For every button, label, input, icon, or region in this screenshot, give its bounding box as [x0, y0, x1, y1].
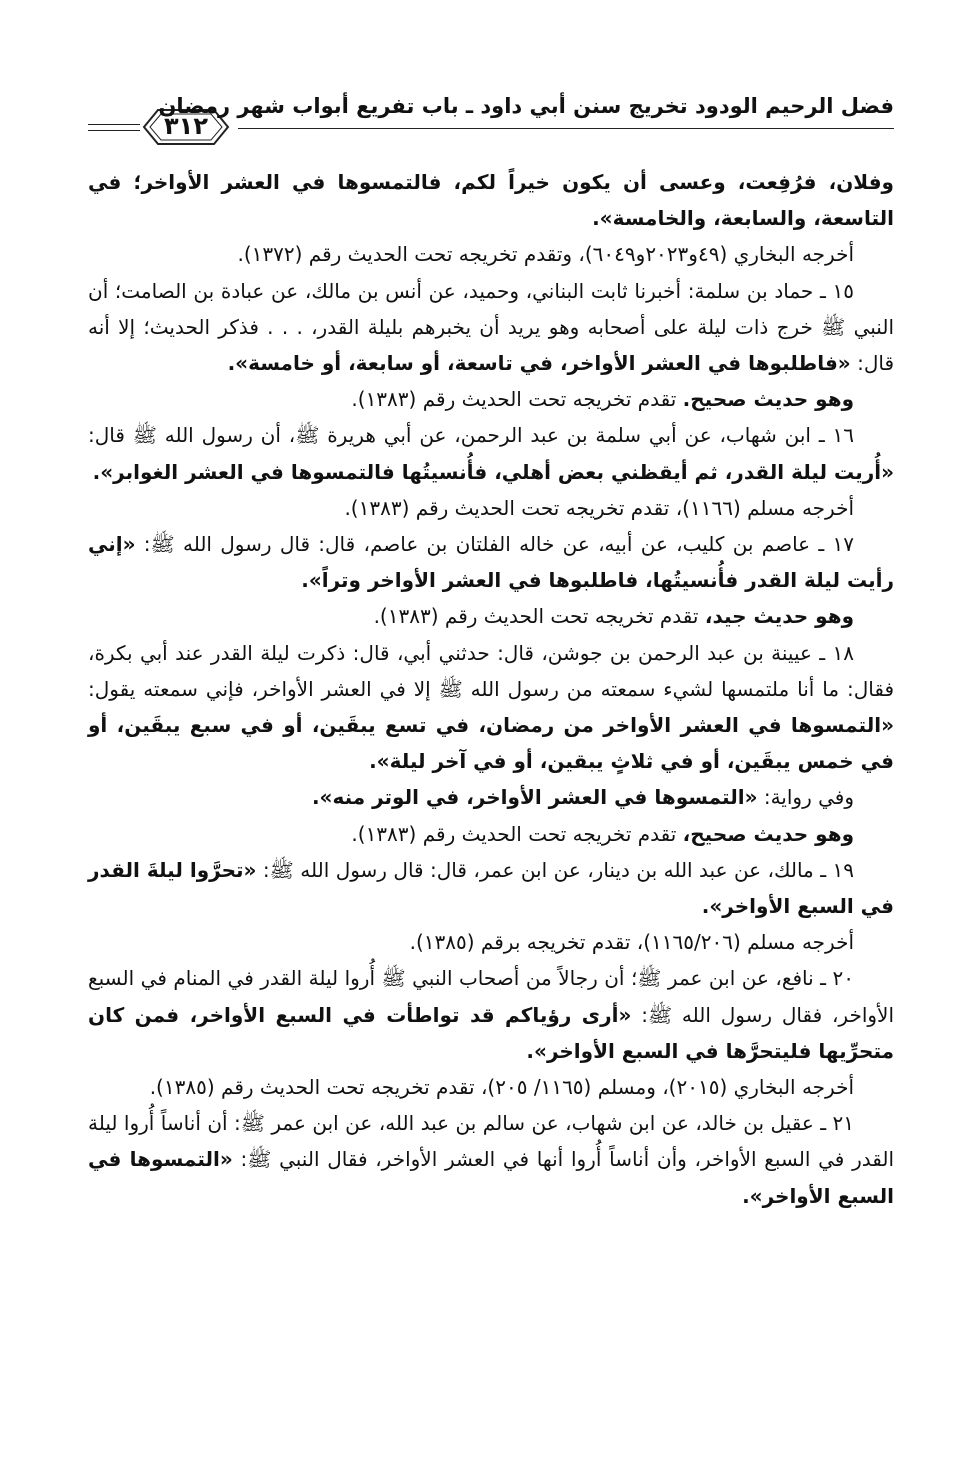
variant-narration — [88, 779, 894, 815]
grading: وهو حديث صحيح. — [682, 387, 854, 412]
page-header — [88, 88, 894, 152]
takhrij-note: أخرجه البخاري (٤٩و٢٠٢٣و٦٠٤٩)، وتقدم تخريجه تحت الحديث رقم (١٣٧٢). — [237, 242, 854, 267]
grading-note — [88, 381, 894, 417]
grading-note — [88, 598, 894, 634]
hadith-19 — [88, 852, 894, 924]
isnad-text: ١٨ ـ عيينة بن عبد الرحمن بن جوشن، قال: حدثني أبي، قال: ذكرت ليلة القدر عند أبي بكرة، فقال: ما أنا ملتمسها لشيء سمعته من رسول الله ﷺ إلا في العشر الأواخر، فإني سمعته يقول: — [88, 640, 894, 701]
takhrij-note: أخرجه مسلم (١١٦٥/٢٠٦)، تقدم تخريجه برقم (١٣٨٥). — [409, 930, 854, 955]
running-title: فضل الرحيم الودود تخريج سنن أبي داود ـ باب تفريع أبواب شهر رمضان — [158, 94, 894, 118]
hadith-text-continued: وفلان، فرُفِعت، وعسى أن يكون خيراً لكم، فالتمسوها في العشر الأواخر؛ في التاسعة، والسابعة، والخامسة». — [88, 170, 894, 231]
isnad-text: ١٦ ـ ابن شهاب، عن أبي سلمة بن عبد الرحمن، عن أبي هريرة ﷺ، أن رسول الله ﷺ قال: — [88, 423, 854, 448]
header-rule — [238, 128, 894, 129]
hadith-16 — [88, 417, 894, 489]
hadith-21 — [88, 1105, 894, 1214]
matn-text: «أُريت ليلة القدر، ثم أيقظني بعض أهلي، فأُنسيتُها فالتمسوها في العشر الغوابر». — [92, 459, 894, 484]
variant-label: وفي رواية: — [757, 785, 854, 810]
takhrij-note: أخرجه البخاري (٢٠١٥)، ومسلم (١١٦٥/ ٢٠٥)، تقدم تخريجه تحت الحديث رقم (١٣٨٥). — [149, 1075, 854, 1100]
grading-note — [88, 816, 894, 852]
isnad-text: ١٧ ـ عاصم بن كليب، عن أبيه، عن خاله الفلتان بن عاصم، قال: قال رسول الله ﷺ: — [135, 532, 854, 557]
grading: وهو حديث صحيح، — [682, 821, 854, 846]
takhrij-ref: تقدم تخريجه تحت الحديث رقم (١٣٨٣). — [373, 604, 705, 629]
matn-text: «أرى رؤياكم قد تواطأت في السبع الأواخر، فمن كان متحرِّيها فليتحرَّها في السبع الأواخر». — [88, 1002, 894, 1063]
matn-text: «التمسوها في السبع الأواخر». — [88, 1147, 894, 1208]
takhrij-ref: تقدم تخريجه تحت الحديث رقم (١٣٨٣). — [351, 821, 683, 846]
page-body — [88, 164, 894, 1214]
grading: وهو حديث جيد، — [704, 604, 854, 629]
hadith-15 — [88, 273, 894, 382]
header-rule-left-bottom — [88, 130, 140, 131]
isnad-text: ٢١ ـ عقيل بن خالد، عن ابن شهاب، عن سالم بن عبد الله، عن ابن عمر ﷺ: أن أناساً أُروا ليلة القدر في السبع الأواخر، وأن أناساً أُروا أنها في العشر الأواخر، فقال النبي ﷺ: — [88, 1111, 894, 1172]
isnad-text: ١٥ ـ حماد بن سلمة: أخبرنا ثابت البناني، وحميد، عن أنس بن مالك، عن عبادة بن الصامت؛ أن النبي ﷺ خرج ذات ليلة على أصحابه وهو يريد أن يخبرهم بليلة القدر، . . . فذكر الحديث؛ إلا أنه قال: — [88, 278, 894, 376]
matn-text: «التمسوها في العشر الأواخر، في الوتر منه». — [311, 785, 758, 810]
header-rule-left-top — [88, 124, 140, 125]
page-number: ٣١٢ — [164, 112, 208, 140]
isnad-text: ٢٠ ـ نافع، عن ابن عمر ﷺ؛ أن رجالاً من أصحاب النبي ﷺ أُروا ليلة القدر في المنام في السبع الأواخر، فقال رسول الله ﷺ: — [88, 966, 894, 1027]
takhrij-note: أخرجه مسلم (١١٦٦)، تقدم تخريجه تحت الحديث رقم (١٣٨٣). — [344, 495, 854, 520]
takhrij-ref: تقدم تخريجه تحت الحديث رقم (١٣٨٣). — [351, 387, 683, 412]
isnad-text: ١٩ ـ مالك، عن عبد الله بن دينار، عن ابن عمر، قال: قال رسول الله ﷺ: — [256, 857, 855, 882]
matn-text: «تحرَّوا ليلةَ القدر في السبع الأواخر». — [88, 857, 894, 919]
matn-text: «فاطلبوها في العشر الأواخر، في تاسعة، أو سابعة، أو خامسة». — [227, 351, 851, 376]
hadith-18 — [88, 635, 894, 780]
matn-text: «إني رأيت ليلة القدر فأُنسيتُها، فاطلبوها في العشر الأواخر وتراً». — [88, 532, 894, 593]
matn-text: «التمسوها في العشر الأواخر من رمضان، في تسع يبقَين، أو في سبع يبقَين، أو في خمس يبقَين، أو في ثلاثٍ يبقين، أو في آخر ليلة». — [88, 713, 894, 774]
hadith-20 — [88, 960, 894, 1069]
hadith-17 — [88, 526, 894, 598]
